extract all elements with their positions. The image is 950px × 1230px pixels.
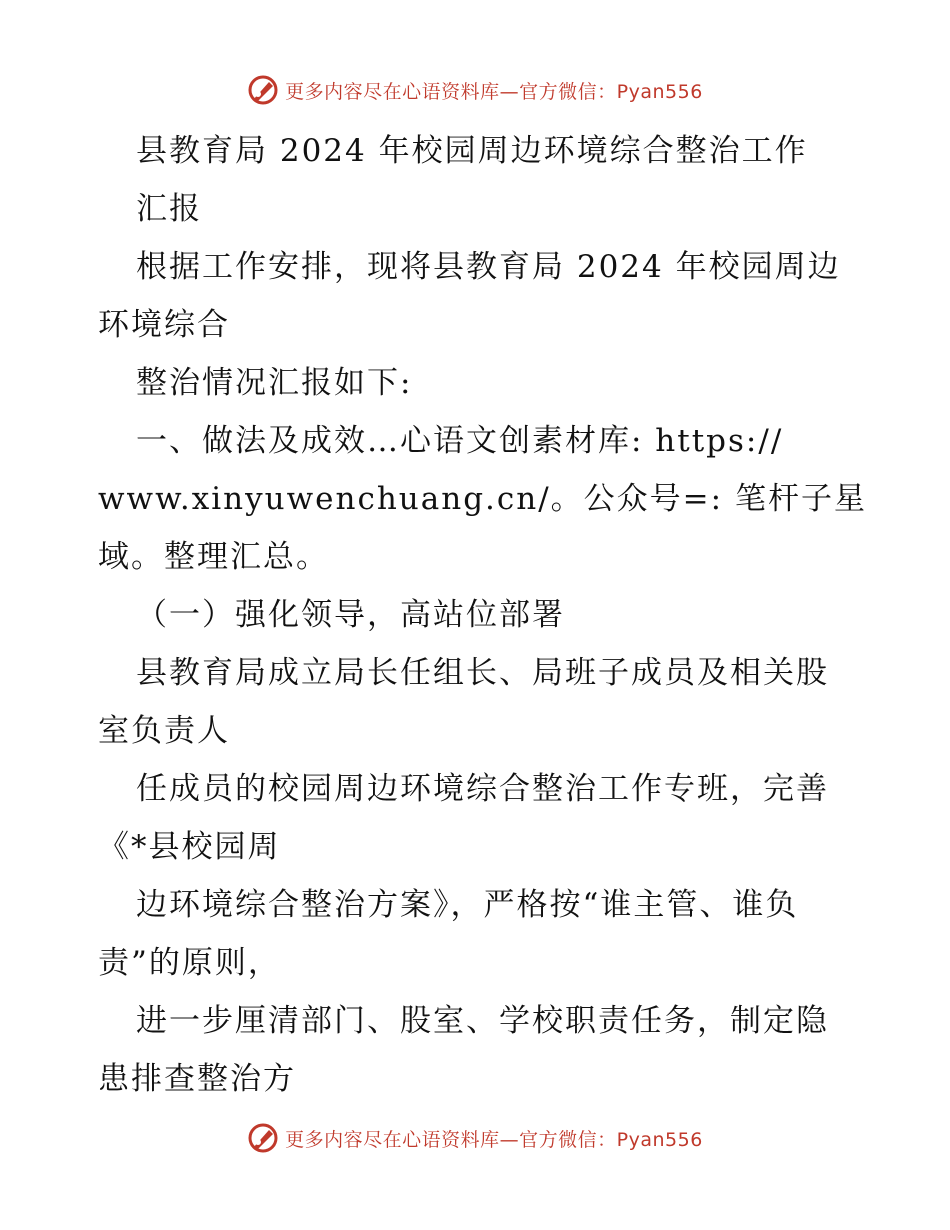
pen-logo-icon [247, 74, 279, 106]
footer-banner [0, 1118, 950, 1158]
paragraph-line: 室负责人 [98, 713, 230, 749]
paragraph-line: 域。整理汇总。 [98, 539, 329, 575]
paragraph-line: www.xinyuwenchuang.cn/。公众号=: 笔杆子星 [98, 481, 867, 517]
paragraph-line: 进一步厘清部门、股室、学校职责任务，制定隐 [136, 1003, 829, 1039]
subsection-heading: （一）强化领导，高站位部署 [136, 597, 565, 633]
banner-text: 更多内容尽在心语资料库—官方微信：Pyan556 [285, 80, 703, 103]
paragraph-line: 环境综合 [98, 307, 230, 343]
paragraph-line: 边环境综合整治方案》，严格按“谁主管、谁负 [136, 887, 799, 923]
paragraph-line: 整治情况汇报如下: [136, 365, 413, 401]
paragraph-line: 患排查整治方 [98, 1061, 296, 1097]
pen-logo-icon [247, 1122, 279, 1154]
section-heading: 一、做法及成效…心语文创素材库: https:// [136, 423, 784, 459]
title-line-2: 汇报 [136, 191, 202, 227]
banner-text: 更多内容尽在心语资料库—官方微信：Pyan556 [285, 1128, 703, 1151]
paragraph-line: 《*县校园周 [98, 829, 281, 865]
title-line-1: 县教育局 2024 年校园周边环境综合整治工作 [136, 133, 808, 169]
paragraph-line: 根据工作安排，现将县教育局 2024 年校园周边 [136, 249, 841, 285]
paragraph-line: 责”的原则， [98, 945, 281, 981]
paragraph-line: 县教育局成立局长任组长、局班子成员及相关股 [136, 655, 829, 691]
paragraph-line: 任成员的校园周边环境综合整治工作专班，完善 [136, 771, 829, 807]
header-banner [0, 70, 950, 110]
document-body [98, 122, 867, 1108]
